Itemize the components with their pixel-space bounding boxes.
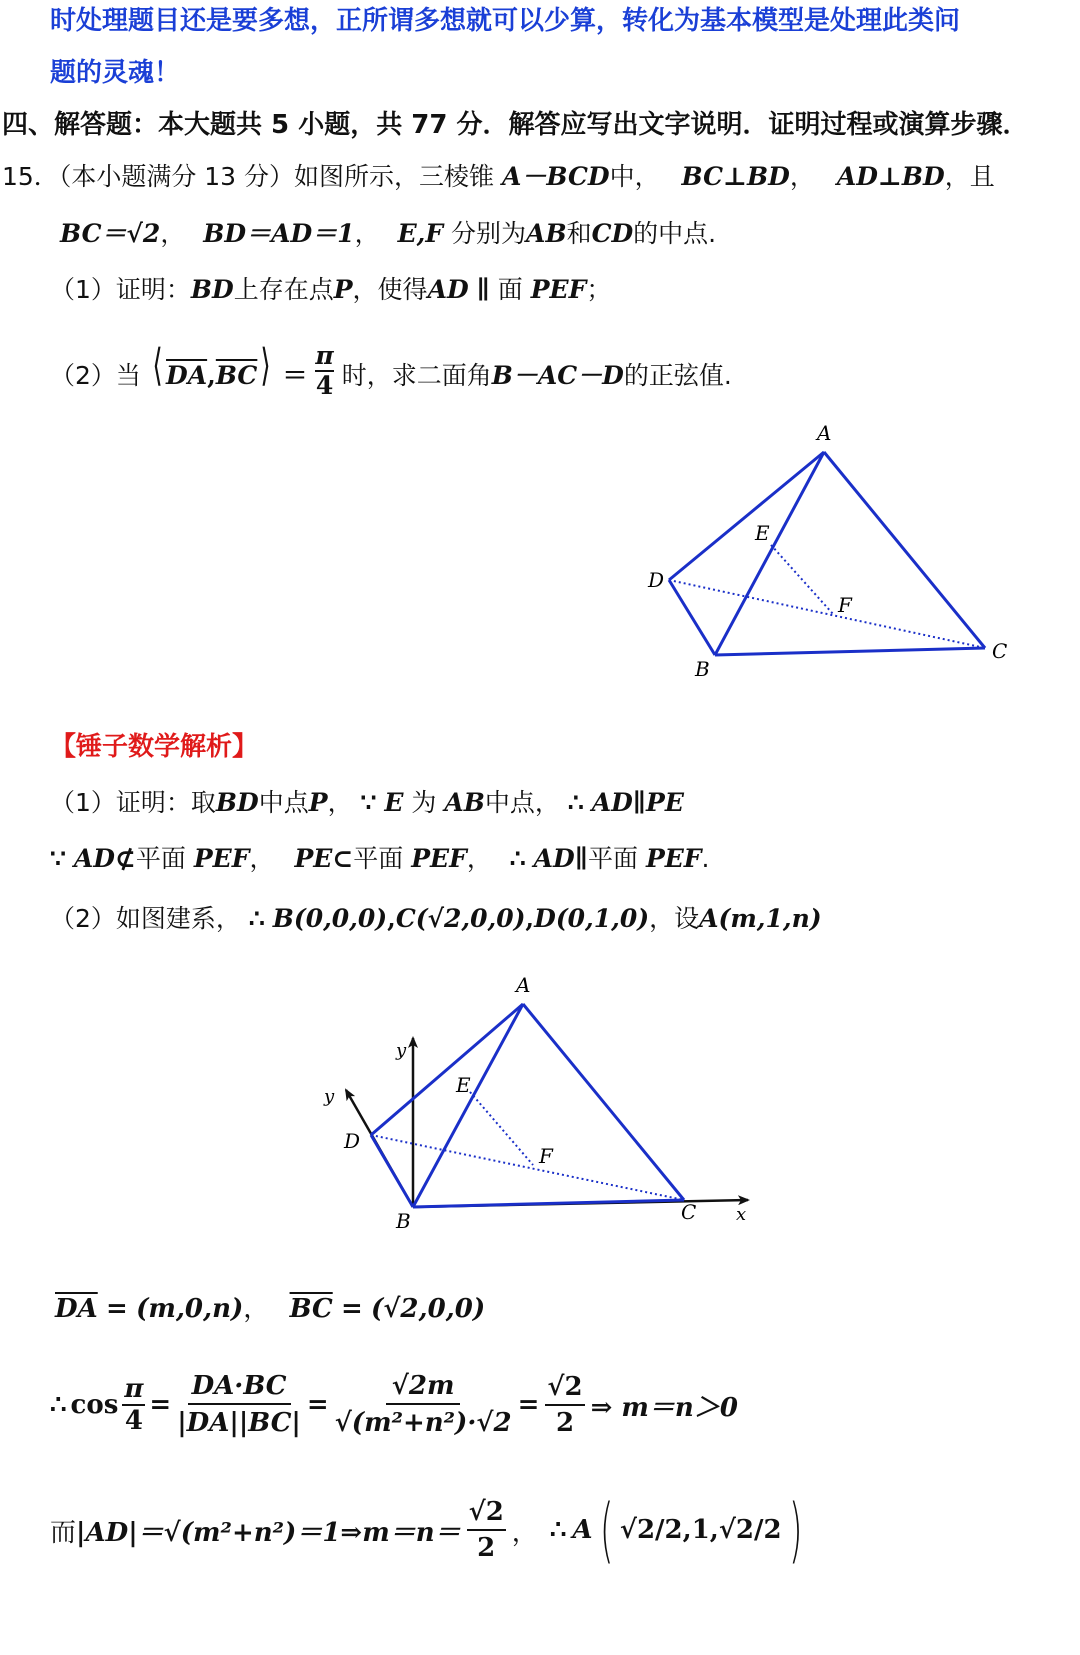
math-b-coord: B(0,0,0) xyxy=(272,904,388,933)
segment-ef xyxy=(470,1092,533,1165)
therefore-symbol: ∴ xyxy=(567,788,584,817)
fraction-dot-over-norm xyxy=(177,1369,301,1441)
sep: ， xyxy=(243,1294,270,1324)
equals: = xyxy=(340,1294,363,1324)
math-bc-perp-bd: BC⊥BD xyxy=(681,162,790,191)
label-b: B xyxy=(695,657,710,681)
fraction-sqrt2m xyxy=(335,1369,512,1441)
formula-cos xyxy=(50,1365,738,1445)
text: 平面 xyxy=(135,844,186,873)
text: . xyxy=(701,844,710,873)
text: ； xyxy=(586,275,612,304)
math-c-coord: C(√2,0,0) xyxy=(395,904,526,933)
label-c: C xyxy=(992,639,1008,663)
therefore-symbol: ∴ xyxy=(549,1515,567,1545)
equals: = xyxy=(306,1390,329,1420)
section-heading: 四、解答题：本大题共 5 小题，共 77 分．解答应写出文字说明．证明过程或演算步骤． xyxy=(2,110,1029,140)
math-ad-not-subset: AD⊄ xyxy=(73,844,136,873)
solution-heading: 【锤子数学解析】 xyxy=(50,732,259,762)
problem-line-2 xyxy=(60,217,716,251)
text: 的正弦值. xyxy=(623,361,732,390)
solution-line-2 xyxy=(50,842,710,876)
equals: = xyxy=(149,1390,172,1420)
text: 面 xyxy=(497,275,523,304)
text: 平面 xyxy=(353,844,404,873)
text-qie: ，且 xyxy=(944,162,995,191)
vector-bc: $\overline{BC}$ xyxy=(215,361,258,390)
sep: ， xyxy=(789,162,815,191)
because-symbol: ∵ xyxy=(50,844,66,873)
tetrahedron-figure xyxy=(640,420,1040,690)
label-x: x xyxy=(736,1204,747,1225)
vector-da-value: (m,0,n) xyxy=(136,1294,244,1324)
text: 平面 xyxy=(587,844,638,873)
text: 和 xyxy=(566,219,592,248)
equals: = xyxy=(517,1390,540,1420)
vector-bc-value: (√2,0,0) xyxy=(371,1294,486,1324)
label-y-vertical: y xyxy=(396,1040,407,1061)
comma: , xyxy=(709,1515,719,1545)
right-paren: ) xyxy=(788,1489,803,1571)
edge-ab xyxy=(413,1004,523,1207)
therefore-symbol: ∴ xyxy=(248,904,265,933)
q1-prefix: （1）证明： xyxy=(50,275,191,304)
because-symbol: ∵ xyxy=(360,788,377,817)
sep: ， xyxy=(249,844,275,873)
edge-db xyxy=(669,580,715,655)
text: 上存在点 xyxy=(233,275,334,304)
numerator: √2 xyxy=(545,1370,584,1406)
question-1 xyxy=(50,273,611,307)
math-pef: PEF xyxy=(411,844,467,873)
math-pe-subset: PE⊂ xyxy=(294,844,354,873)
text: ，设 xyxy=(649,904,700,933)
text: 的中点. xyxy=(633,219,717,248)
text-er: 而 xyxy=(50,1517,77,1548)
edge-db xyxy=(371,1135,413,1207)
math-bd: BD xyxy=(215,788,259,817)
left-angle-bracket: ⟨ xyxy=(152,340,163,391)
edge-bc xyxy=(413,1200,684,1207)
text: （1）证明：取 xyxy=(50,788,216,817)
math-bc-sqrt2: BC＝√2 xyxy=(60,219,161,248)
problem-intro-text: （本小题满分 13 分）如图所示，三棱锥 xyxy=(58,162,495,191)
math-e: E xyxy=(384,788,404,817)
coord-2: 1 xyxy=(691,1515,710,1545)
edge-ab xyxy=(715,452,824,655)
text: 时，求二面角 xyxy=(341,361,492,390)
math-bd-ad-1: BD＝AD＝1 xyxy=(203,219,355,248)
label-f: F xyxy=(539,1144,553,1168)
vector-da: $\overline{DA}$ xyxy=(166,361,208,390)
math-ad-par-pe: AD∥PE xyxy=(591,788,684,817)
comma: , xyxy=(387,904,396,933)
edge-ac xyxy=(824,452,985,648)
denominator-4: 4 xyxy=(315,371,334,400)
comma: , xyxy=(525,904,535,933)
math-ad: AD xyxy=(427,275,469,304)
math-a-bcd: A－BCD xyxy=(501,162,610,191)
math-ad-perp-bd: AD⊥BD xyxy=(836,162,945,191)
text: 中点， xyxy=(484,788,560,817)
text: （2）如图建系， xyxy=(50,904,241,933)
right-angle-bracket: ⟩ xyxy=(260,340,272,391)
coord-1: √2/2 xyxy=(619,1515,683,1545)
math-a-coord: A(m,1,n) xyxy=(699,904,822,933)
text-zhong: 中， xyxy=(609,162,660,191)
label-b: B xyxy=(396,1209,411,1233)
problem-number: 15． xyxy=(2,162,59,191)
numerator: √2m xyxy=(386,1369,461,1405)
label-a: A xyxy=(817,421,832,445)
coord-3: √2/2 xyxy=(718,1515,782,1545)
math-pef: PEF xyxy=(193,844,250,873)
solution-line-1 xyxy=(50,786,684,820)
label-f: F xyxy=(838,593,852,617)
math-ef: E,F xyxy=(397,219,444,248)
intro-line-2: 题的灵魂！ xyxy=(50,58,181,88)
vector-bc: $\overline{BC}$ xyxy=(289,1294,333,1324)
label-y-slanted: y xyxy=(324,1086,335,1107)
sep: ， xyxy=(160,219,186,248)
equals: ＝ xyxy=(282,361,308,390)
denominator: 2 xyxy=(555,1408,575,1438)
math-ab: AB xyxy=(444,788,485,817)
text: ， xyxy=(327,788,353,817)
math-pef: PEF xyxy=(530,275,587,304)
math-bd: BD xyxy=(190,275,234,304)
edge-bc xyxy=(715,648,985,655)
problem-line-1 xyxy=(2,160,995,194)
math-ab: AB xyxy=(526,219,567,248)
label-d: D xyxy=(344,1129,361,1153)
therefore-symbol: ∴ xyxy=(50,1390,67,1420)
numerator: π xyxy=(124,1374,144,1404)
fraction-pi-4 xyxy=(315,342,333,400)
denominator: |DA||BC| xyxy=(177,1408,301,1438)
label-e: E xyxy=(755,521,770,545)
fraction-sqrt2-over-2 xyxy=(545,1370,584,1440)
vector-da: $\overline{DA}$ xyxy=(55,1294,98,1324)
formula-ad-length xyxy=(50,1480,809,1580)
sep: ， xyxy=(511,1517,538,1548)
sep: ， xyxy=(354,219,380,248)
math-cd: CD xyxy=(591,219,634,248)
label-c: C xyxy=(681,1200,697,1224)
sep: ， xyxy=(466,844,492,873)
denominator: 4 xyxy=(124,1406,143,1436)
parallel-symbol: ∥ xyxy=(476,275,490,304)
equals: = xyxy=(106,1294,128,1324)
math-d-coord: D(0,1,0) xyxy=(534,904,650,933)
text: ，使得 xyxy=(352,275,428,304)
math-ad-length: |AD|＝√(m²+n²)＝1⇒m＝n＝ xyxy=(76,1517,461,1548)
math-p: P xyxy=(333,275,353,304)
label-a: A xyxy=(516,973,531,997)
denominator: 2 xyxy=(477,1533,496,1563)
cos-text: cos xyxy=(70,1390,119,1420)
comma: , xyxy=(682,1515,692,1545)
formula-vectors xyxy=(55,1292,485,1326)
denominator: √(m²+n²)·√2 xyxy=(334,1408,512,1438)
edge-ad xyxy=(669,452,824,580)
comma: , xyxy=(207,361,216,390)
numerator-pi: π xyxy=(315,341,334,370)
intro-line-1: 时处理题目还是要多想，正所谓多想就可以少算，转化为基本模型是处理此类问 xyxy=(50,6,961,36)
edge-ac xyxy=(523,1004,684,1200)
label-e: E xyxy=(456,1073,471,1097)
text: 中点 xyxy=(258,788,309,817)
left-paren: ( xyxy=(599,1489,614,1571)
fraction-sqrt2-over-2 xyxy=(467,1495,506,1565)
q2-prefix: （2）当 xyxy=(50,361,141,390)
text: 为 xyxy=(411,788,437,817)
result-m-eq-n: ⇒ m＝n＞0 xyxy=(590,1392,738,1423)
math-b-ac-d: B－AC－D xyxy=(491,361,624,390)
question-2 xyxy=(50,338,732,398)
therefore-symbol: ∴ xyxy=(509,844,526,873)
edge-ad xyxy=(371,1004,523,1135)
math-ad-par: AD∥ xyxy=(533,844,588,873)
coordinate-figure xyxy=(310,970,770,1240)
math-pef: PEF xyxy=(645,844,702,873)
solution-line-3 xyxy=(50,902,822,946)
text: 分别为 xyxy=(451,219,527,248)
numerator: DA·BC xyxy=(188,1369,291,1405)
label-d: D xyxy=(648,568,665,592)
numerator: √2 xyxy=(467,1495,506,1531)
math-p: P xyxy=(308,788,328,817)
math-a: A xyxy=(572,1515,593,1545)
segment-ef xyxy=(771,545,833,614)
fraction-pi-4 xyxy=(122,1374,145,1436)
